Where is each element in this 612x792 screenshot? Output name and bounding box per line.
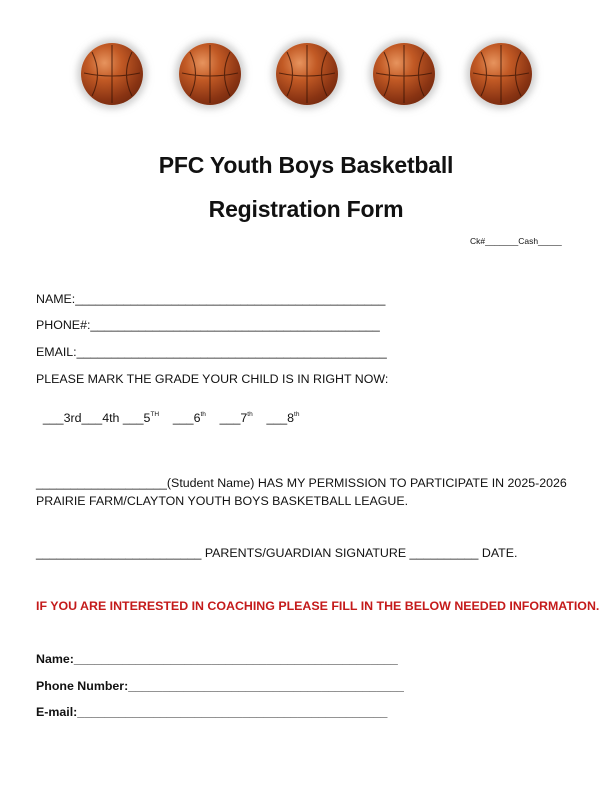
name-field[interactable]: NAME:_____________________________________________ bbox=[36, 292, 386, 306]
basketball-icon bbox=[179, 43, 241, 105]
basketball-icon bbox=[373, 43, 435, 105]
grade-option-6th[interactable]: ___6th bbox=[159, 411, 206, 425]
grade-option-8th[interactable]: ___8th bbox=[252, 411, 300, 425]
basketball-header bbox=[0, 43, 612, 107]
permission-line-1[interactable]: ___________________(Student Name) HAS MY PERMISSION TO PARTICIPATE IN 2025-2026 bbox=[36, 476, 567, 490]
payment-field[interactable]: Ck#_______Cash_____ bbox=[470, 236, 562, 246]
coach-phone-field[interactable]: Phone Number:________________________________________ bbox=[36, 679, 404, 693]
grade-option-5th[interactable]: ___5TH bbox=[119, 411, 160, 425]
email-field[interactable]: EMAIL:_____________________________________________ bbox=[36, 345, 387, 359]
form-title: PFC Youth Boys Basketball bbox=[158, 152, 454, 178]
grade-options bbox=[36, 397, 299, 425]
phone-field[interactable]: PHONE#:__________________________________________ bbox=[36, 318, 380, 332]
permission-line-2: PRAIRIE FARM/CLAYTON YOUTH BOYS BASKETBALL LEAGUE. bbox=[36, 494, 409, 508]
basketball-icon bbox=[470, 43, 532, 105]
grade-prompt: PLEASE MARK THE GRADE YOUR CHILD IS IN RIGHT NOW: bbox=[36, 372, 389, 386]
signature-line[interactable]: ________________________ PARENTS/GUARDIAN SIGNATURE __________ DATE. bbox=[36, 546, 518, 560]
coaching-notice: IF YOU ARE INTERESTED IN COACHING PLEASE FILL IN THE BELOW NEEDED INFORMATION. bbox=[36, 599, 600, 613]
coach-name-field[interactable]: Name:_______________________________________________ bbox=[36, 652, 398, 666]
grade-option-4th[interactable]: ___4th bbox=[81, 411, 120, 425]
coach-email-field[interactable]: E-mail:_____________________________________________ bbox=[36, 705, 388, 719]
basketball-icon bbox=[81, 43, 143, 105]
basketball-icon bbox=[276, 43, 338, 105]
grade-option-7th[interactable]: ___7th bbox=[205, 411, 253, 425]
form-subtitle: Registration Form bbox=[208, 196, 404, 222]
grade-option-3rd[interactable]: ___3rd bbox=[42, 411, 82, 425]
